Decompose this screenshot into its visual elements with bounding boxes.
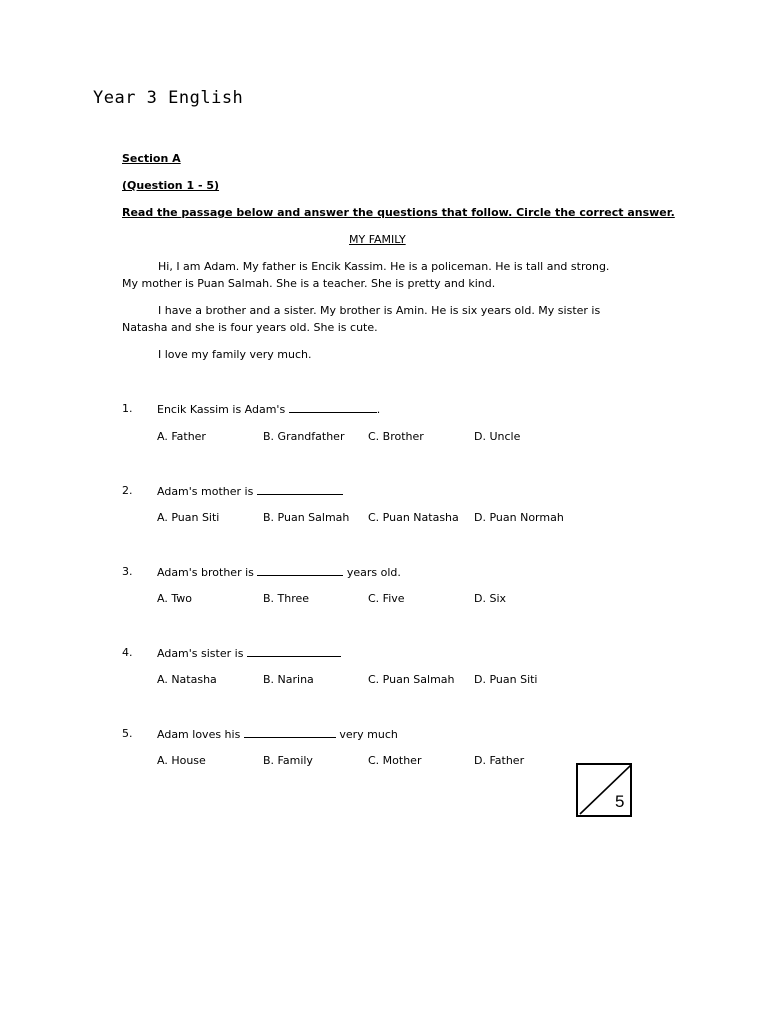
- score-box: [576, 763, 632, 817]
- option-b[interactable]: B. Grandfather: [263, 430, 345, 443]
- option-d[interactable]: D. Puan Normah: [474, 511, 564, 524]
- passage-paragraph-2: I have a brother and a sister. My brother is Amin. He is six years old. My sister is Natasha and she is four years old. She is cute.: [122, 304, 601, 334]
- option-d[interactable]: D. Puan Siti: [474, 673, 538, 686]
- question-number: 1.: [122, 402, 133, 415]
- option-a[interactable]: A. Two: [157, 592, 192, 605]
- option-c[interactable]: C. Puan Natasha: [368, 511, 459, 524]
- option-b[interactable]: B. Puan Salmah: [263, 511, 350, 524]
- passage-paragraph-1: Hi, I am Adam. My father is Encik Kassim. He is a policeman. He is tall and strong. My mother is Puan Salmah. She is a teacher. She is pretty and kind.: [122, 260, 610, 290]
- answer-blank[interactable]: [247, 646, 341, 657]
- answer-blank[interactable]: [257, 484, 343, 495]
- question-suffix: .: [376, 403, 381, 416]
- instructions: Read the passage below and answer the questions that follow. Circle the correct answer.: [122, 206, 675, 219]
- answer-blank[interactable]: [289, 402, 377, 413]
- question-prompt: Adam's brother is: [157, 566, 254, 579]
- question-range: (Question 1 - 5): [122, 179, 220, 192]
- question-text: [157, 565, 401, 579]
- score-total: 5: [615, 792, 625, 811]
- option-d[interactable]: D. Father: [474, 754, 525, 767]
- question-prompt: Encik Kassim is Adam's: [157, 403, 286, 416]
- question-text: [157, 727, 398, 741]
- passage-title: MY FAMILY: [349, 233, 406, 246]
- option-b[interactable]: B. Three: [263, 592, 310, 605]
- option-a[interactable]: A. Puan Siti: [157, 511, 220, 524]
- option-a[interactable]: A. Natasha: [157, 673, 217, 686]
- question-text: [157, 484, 343, 498]
- question-prompt: Adam loves his: [157, 728, 241, 741]
- question-number: 4.: [122, 646, 133, 659]
- passage-paragraph-3: I love my family very much.: [158, 348, 312, 361]
- question-number: 2.: [122, 484, 133, 497]
- question-suffix: years old.: [346, 566, 401, 579]
- option-a[interactable]: A. House: [157, 754, 206, 767]
- question-prompt: Adam's sister is: [157, 647, 244, 660]
- question-prompt: Adam's mother is: [157, 485, 254, 498]
- answer-blank[interactable]: [244, 727, 336, 738]
- option-c[interactable]: C. Mother: [368, 754, 422, 767]
- option-c[interactable]: C. Five: [368, 592, 405, 605]
- question-number: 5.: [122, 727, 133, 740]
- option-a[interactable]: A. Father: [157, 430, 206, 443]
- question-suffix: very much: [339, 728, 398, 741]
- option-c[interactable]: C. Puan Salmah: [368, 673, 455, 686]
- option-b[interactable]: B. Family: [263, 754, 313, 767]
- option-c[interactable]: C. Brother: [368, 430, 424, 443]
- section-name: Section A: [122, 152, 181, 165]
- page-title: Year 3 English: [93, 88, 244, 108]
- option-d[interactable]: D. Uncle: [474, 430, 521, 443]
- option-d[interactable]: D. Six: [474, 592, 507, 605]
- option-b[interactable]: B. Narina: [263, 673, 314, 686]
- answer-blank[interactable]: [257, 565, 343, 576]
- question-text: [157, 646, 341, 660]
- question-number: 3.: [122, 565, 133, 578]
- question-text: [157, 402, 380, 416]
